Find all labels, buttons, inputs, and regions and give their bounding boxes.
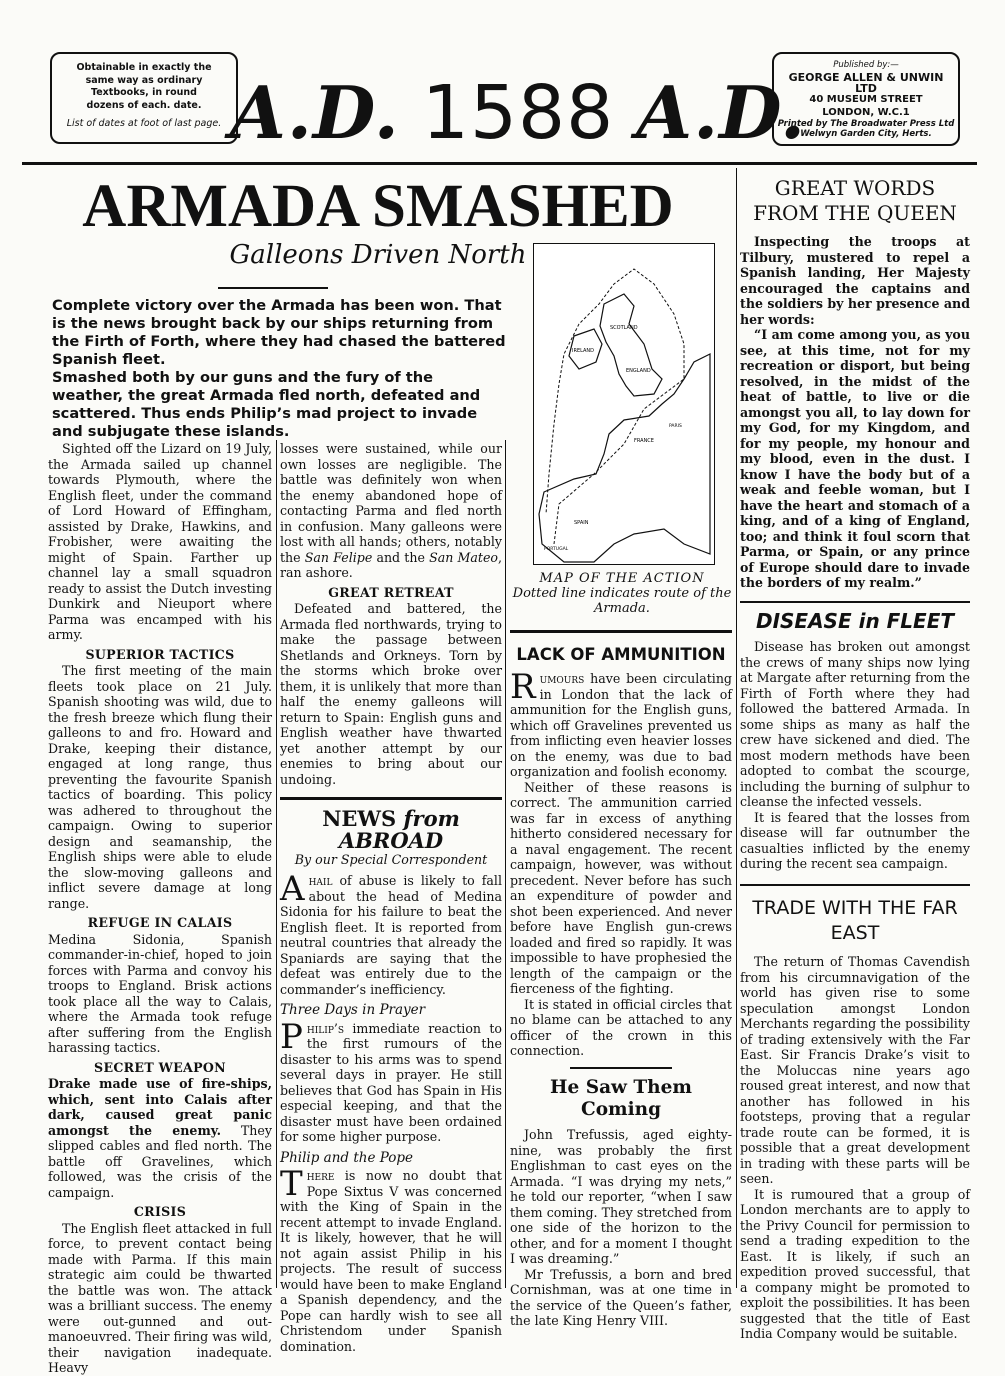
map-coastline [539, 354, 710, 562]
ship-name: San Felipe [304, 549, 373, 565]
article-paragraph: Sighted off the Lizard on 19 July, the Armada sailed up channel towards Plymouth, where the English fleet, under the command of Lord Howard of Effingham, assisted by Drake, Hawkins, and Frobisher, were awaiting the might of Spain. Farther up channel lay a small squadron ready to assist the Dutch investing Dunkirk and Nieuport where Parma was encamped with his army. [48, 441, 272, 642]
publisher-box [772, 52, 960, 146]
main-headline: ARMADA SMASHED [82, 173, 674, 240]
lead-paragraph [52, 297, 507, 441]
section-rule [570, 1067, 672, 1070]
masthead-rule [22, 162, 977, 165]
plain-text: They slipped cables and fled north. The battle off Gravelines, which followed, was the crisis of the campaign. [48, 1122, 272, 1200]
article-paragraph: The first meeting of the main fleets took place on 21 July. Spanish shooting was wild, due to the fresh breeze which flung their galleons to and fro. Howard and Drake, keeping their distance, engaged at long range, thus preventing the favourite Spanish tactics of boarding. This policy was adhered to throughout the campaign. Owing to superior design and seamanship, the English ships were able to elude the slow-moving galleons and inflict severe damage at long range. [48, 663, 272, 911]
article-paragraph: Medina Sidonia, Spanish commander-in-chief, hoped to join forces with Parma and convoy his troops to England. Brisk actions took place all the way to Calais, where the Armada took refuge after suffering from the English harassing tactics. [48, 931, 272, 1055]
plain-text: immediate reaction to the first rumours of the disaster to his arms was to spend several days in prayer. He still believes that God has Spain in His especial keeping, and that the disaster must have been ordained for some higher purpose. [280, 1020, 502, 1144]
map-coastline [600, 294, 662, 396]
drop-cap: T [280, 1164, 303, 1204]
masthead-ad-right: A.D. [636, 70, 807, 155]
section-heading: SECRET WEAPON [94, 1059, 226, 1075]
map-caption-text: Dotted line indicates route of the Armada. [512, 586, 732, 616]
section-heading: DISEASE in FLEET [755, 609, 955, 633]
article-paragraph [280, 1164, 502, 1354]
printer-address: Welwyn Garden City, Herts. [800, 129, 932, 139]
plain-text: losses were sustained, while our own losses are negligible. The battle was definitely won when the enemy abandoned hope of contacting Parma and fled north in confusion. Many galleons were lost with all hands; others, notably the [280, 441, 502, 565]
article-paragraph [48, 1076, 272, 1200]
plain-text: , ran ashore. [280, 549, 502, 580]
article-paragraph: “I am come among you, as you see, at this time, not for my recreation or disport, but being resolved, in the midst of the heat of battle, to live or die amongst you all, to lay down for my God, for my Kingdom, and for my people, my honour and my blood, even in the dust. I know I have the body but of a weak and feeble woman, but I have the heart and stomach of a king, and of a king of England, too; and think it foul scorn that Parma, or Spain, or any prince of Europe should dare to invade the borders of my realm.” [740, 327, 970, 590]
lead-text: Complete victory over the Armada has been won. That is the news brought back by our ships returning from the Firth of Forth, where they had chased the battered Spanish fleet. [52, 297, 506, 368]
article-paragraph: The English fleet attacked in full force, to prevent contact being made with Parma. If this main strategic aim could be thwarted the battle was won. The attack was a brilliant success. The enemy were out-gunned and out-manoeuvred. Their firing was wild, their navigation inadequate. Heavy [48, 1220, 272, 1375]
drop-cap: A [280, 869, 305, 909]
availability-line: Obtainable in exactly the [76, 62, 212, 73]
printer-name: Printed by The Broadwater Press Ltd [777, 119, 955, 129]
column-1 [48, 441, 272, 1376]
news-heading-main: NEWS [322, 805, 397, 831]
map-label: PORTUGAL [544, 547, 569, 552]
publisher-street: 40 MUSEUM STREET [809, 94, 923, 105]
column-2 [280, 441, 502, 1354]
column-3 [510, 645, 732, 1329]
article-paragraph [280, 1016, 502, 1145]
article-paragraph [280, 869, 502, 997]
map-label: FRANCE [634, 438, 654, 444]
subheadline: Galleons Driven North [229, 240, 527, 270]
section-heading: GREAT WORDS FROM THE QUEEN [753, 176, 957, 225]
article-paragraph: The return of Thomas Cavendish from his circumnavigation of the world has given rise to some speculation amongst London Merchants regarding the possibility of trading extensively with the Far East. Sir Francis Drake’s visit to the Moluccas nine years ago roused great interest, and now that another has followed in his footsteps, proving that a regular trade route can be formed, it is possible that a great development in trading with these parts will be seen. [740, 954, 970, 1186]
article-paragraph: Defeated and battered, the Armada fled northwards, trying to make the passage between Shetlands and Orkneys. Torn by the storms which broke over them, it is unlikely that more than half the enemy galleons will return to Spain: English guns and English weather have thwarted yet another attempt by our enemies to bring about our undoing. [280, 601, 502, 787]
article-paragraph: It is feared that the losses from disease will far outnumber the casualties inflicted by the enemy during the recent sea campaign. [740, 809, 970, 871]
article-paragraph: John Trefussis, aged eighty-nine, was probably the first Englishman to cast eyes on the Armada. “I was drying my nets,” he told our reporter, “when I saw them coming. They stretched from one side of the horizon to the other, and for a moment I thought I was dreaming.” [510, 1127, 732, 1266]
availability-box [50, 52, 238, 144]
article-paragraph: It is stated in official circles that no blame can be attached to any officer of the crown in this connection. [510, 996, 732, 1058]
drop-cap: P [280, 1016, 303, 1057]
section-rule [740, 601, 970, 604]
armada-route-map [534, 244, 714, 564]
subsection-heading: Three Days in Prayer [280, 1002, 426, 1018]
plain-text: is now no doubt that Pope Sixtus V was concerned with the King of Spain in the recent attempt to invade England. It is likely, however, that he will not again assist Philip in his projects. The result of success would have been to make England a Spanish dependency, and the Pope can hardly wish to see all Christendom under Spanish domination. [280, 1168, 502, 1354]
map-label: IRELAND [572, 348, 595, 354]
map-label: PARIS [669, 424, 682, 429]
masthead-ad-left: A.D. [230, 70, 400, 155]
publisher-ltd: LTD [855, 82, 877, 95]
section-heading: LACK OF AMMUNITION [516, 645, 726, 664]
small-caps: hail [308, 873, 333, 888]
map-label: SCOTLAND [610, 325, 638, 331]
article-paragraph: Inspecting the troops at Tilbury, mustered to repel a Spanish landing, Her Majesty encouraged the captains and the soldiers by her presence and her words: [740, 234, 970, 327]
news-heading-rest: from ABROAD [338, 805, 460, 853]
masthead [230, 70, 807, 156]
masthead-year: 1588 [421, 70, 615, 156]
availability-line: same way as ordinary [85, 74, 203, 86]
section-heading: TRADE WITH THE FAR EAST [752, 897, 958, 944]
article-paragraph [280, 441, 502, 581]
availability-line: dozens of each. date. [86, 99, 202, 111]
column-4 [740, 176, 970, 1342]
plain-text: of abuse is likely to fall about the head of Medina Sidonia for his failure to beat the English fleet. It is reported from neutral countries that already the Spaniards are saying that the defeat was entirely due to the commander’s inefficiency. [280, 873, 502, 997]
section-heading: REFUGE IN CALAIS [87, 915, 233, 930]
map-caption-title: MAP OF THE ACTION [539, 571, 705, 586]
small-caps: umours [539, 671, 585, 686]
section-heading: He Saw Them Coming [550, 1077, 692, 1120]
map-caption [512, 571, 732, 616]
small-caps: hilip’s [306, 1020, 345, 1036]
section-heading: GREAT RETREAT [328, 584, 454, 600]
section-heading: CRISIS [133, 1204, 187, 1219]
publisher-name: GEORGE ALLEN & UNWIN [788, 70, 944, 84]
article-paragraph: Mr Trefussis, a born and bred Cornishman, was at one time in the service of the Queen’s father, the late King Henry VIII. [510, 1266, 732, 1328]
lead-text: Smashed both by our guns and the fury of the weather, the great Armada fled north, defeated and scattered. Thus ends Philip’s mad project to invade and subjugate these islands. [52, 369, 481, 440]
headline-rule [218, 287, 328, 289]
small-caps: here [306, 1168, 335, 1183]
plain-text: and the [372, 549, 430, 565]
subsection-heading: Philip and the Pope [280, 1149, 414, 1166]
map-label: ENGLAND [626, 368, 651, 374]
article-paragraph: Disease has broken out amongst the crews of many ships now lying at Margate after returning from the Firth of Forth where they had followed the battered Armada. In some ships as many as half the crew have sickened and died. The most modern methods have been adopted to combat the scourge, including the burning of sulphur to cleanse the infected vessels. [740, 639, 970, 809]
published-by: Published by:— [833, 60, 899, 70]
section-rule [280, 797, 502, 800]
map-figure [533, 243, 715, 565]
column-rule [276, 440, 277, 1288]
column-rule [736, 168, 737, 1288]
news-heading [280, 805, 502, 853]
dates-note: List of dates at foot of last page. [66, 118, 222, 129]
article-paragraph [510, 667, 732, 780]
column-rule [505, 440, 506, 1288]
plain-text: have been circulating in London that the lack of ammunition for the English guns, which off Gravelines prevented us from inflicting even heavier losses on the enemy, was due to bad organization and foolish economy. [510, 671, 732, 779]
section-heading: SUPERIOR TACTICS [85, 646, 235, 662]
bold-text: Drake made use of fire-ships, which, sent into Calais after dark, caused great panic amongst the enemy. [48, 1076, 272, 1138]
drop-cap: R [510, 667, 536, 707]
map-label: SPAIN [574, 520, 589, 526]
section-rule [740, 884, 970, 887]
availability-line: Textbooks, in round [91, 87, 197, 98]
article-paragraph: Neither of these reasons is correct. The ammunition carried was far in excess of anything hitherto considered necessary for a naval engagement. The recent campaign, however, was without precedent. Never before has such an expenditure of powder and shot been experienced. And never before have English gun-crews loaded and fired so rapidly. It was impossible to have prophesied the length of the campaign or the fierceness of the fighting. [510, 779, 732, 996]
section-rule [510, 630, 732, 633]
ship-name: San Mateo [429, 549, 498, 565]
article-paragraph: It is rumoured that a group of London merchants are to apply to the Privy Council for permission to send a trading expedition to the East. It is likely, if such an expedition proved successful, that a company might be promoted to exploit the possibilities. It has been suggested that the title of East India Company would be suitable. [740, 1186, 970, 1341]
byline: By our Special Correspondent [294, 851, 488, 867]
publisher-city: LONDON, W.C.1 [822, 106, 910, 118]
